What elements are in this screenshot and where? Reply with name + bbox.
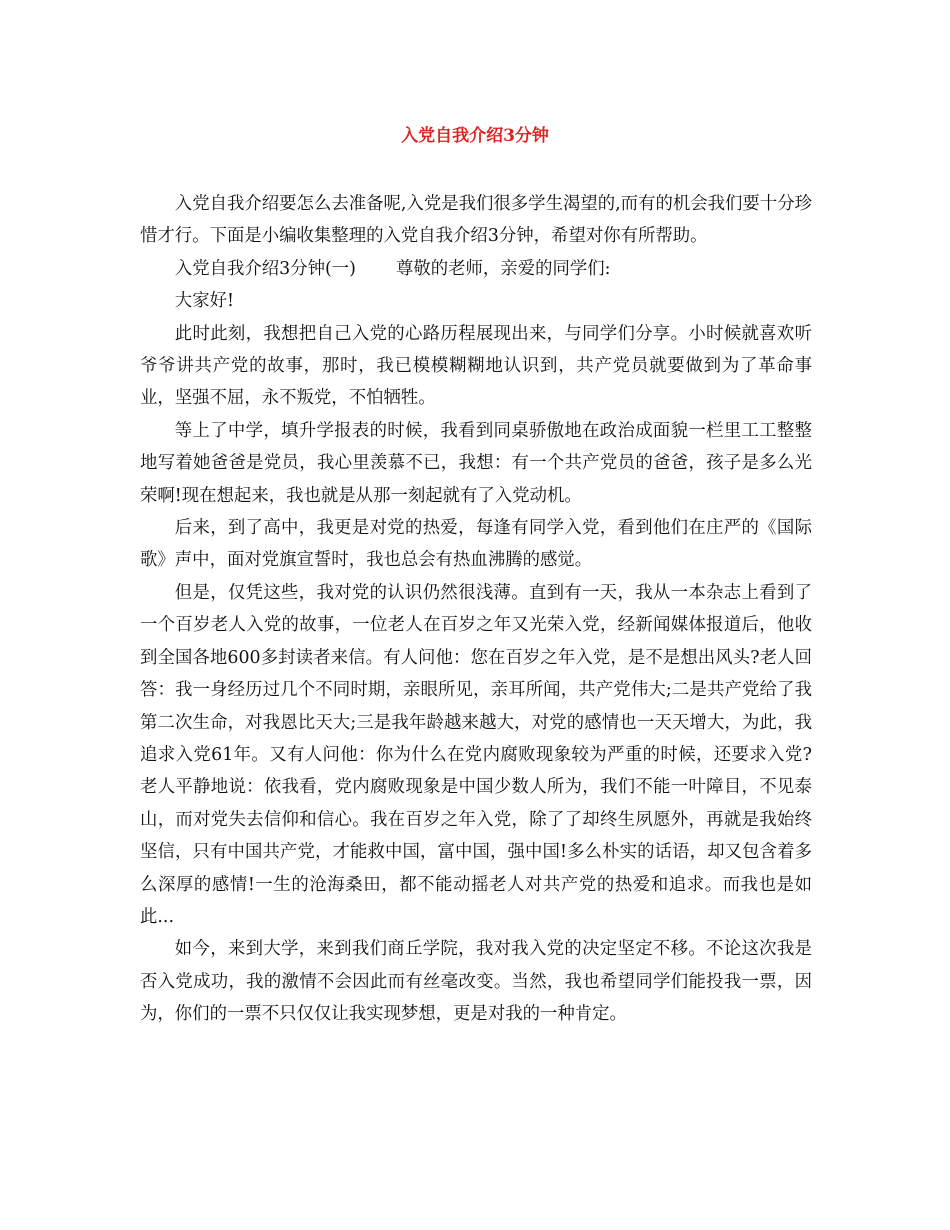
body-paragraph: 后来，到了高中，我更是对党的热爱，每逢有同学入党，看到他们在庄严的《国际歌》声中，面对党旗宣誓时，我也总会有热血沸腾的感觉。	[140, 518, 812, 571]
document-title: 入党自我介绍3分钟	[401, 126, 549, 146]
section-heading: 入党自我介绍3分钟(一)	[174, 258, 356, 279]
intro-paragraph: 入党自我介绍要怎么去准备呢,入党是我们很多学生渴望的,而有的机会我们要十分珍惜才行。下面是小编收集整理的入党自我介绍3分钟，希望对你有所帮助。	[140, 194, 812, 247]
section-heading-line	[140, 253, 812, 285]
body-paragraph: 等上了中学，填升学报表的时候，我看到同桌骄傲地在政治成面貌一栏里工工整整地写着她爸爸是党员，我心里羡慕不已，我想：有一个共产党员的爸爸，孩子是多么光荣啊!现在想起来，我也就是从那一刻起就有了入党动机。	[140, 420, 812, 506]
body-paragraph: 此时此刻，我想把自己入党的心路历程展现出来，与同学们分享。小时候就喜欢听爷爷讲共产党的故事，那时，我已模模糊糊地认识到，共产党员就要做到为了革命事业，坚强不屈，永不叛党，不怕牺牲。	[140, 323, 812, 409]
body-paragraph: 如今，来到大学，来到我们商丘学院，我对我入党的决定坚定不移。不论这次我是否入党成功，我的激情不会因此而有丝毫改变。当然，我也希望同学们能投我一票，因为，你们的一票不只仅仅让我实现梦想，更是对我的一种肯定。	[140, 939, 812, 1025]
body-paragraph: 但是，仅凭这些，我对党的认识仍然很浅薄。直到有一天，我从一本杂志上看到了一个百岁老人入党的故事，一位老人在百岁之年又光荣入党，经新闻媒体报道后，他收到全国各地600多封读者来信。有人问他：您在百岁之年入党，是不是想出风头?老人回答：我一身经历过几个不同时期，亲眼所见，亲耳所闻，共产党伟大;二是共产党给了我第二次生命，对我恩比天大;三是我年龄越来越大，对党的感情也一天天增大，为此，我追求入党61年。又有人问他：你为什么在党内腐败现象较为严重的时候，还要求入党?老人平静地说：依我看，党内腐败现象是中国少数人所为，我们不能一叶障目，不见泰山，而对党失去信仰和信心。我在百岁之年入党，除了了却终生夙愿外，再就是我始终坚信，只有中国共产党，才能救中国，富中国，强中国!多么朴实的话语，却又包含着多么深厚的感情!一生的沧海桑田，都不能动摇老人对共产党的热爱和追求。而我也是如此...	[140, 582, 812, 927]
greeting: 大家好!	[174, 291, 234, 312]
document-body	[140, 188, 812, 1031]
salutation: 尊敬的老师，亲爱的同学们:	[395, 258, 611, 279]
